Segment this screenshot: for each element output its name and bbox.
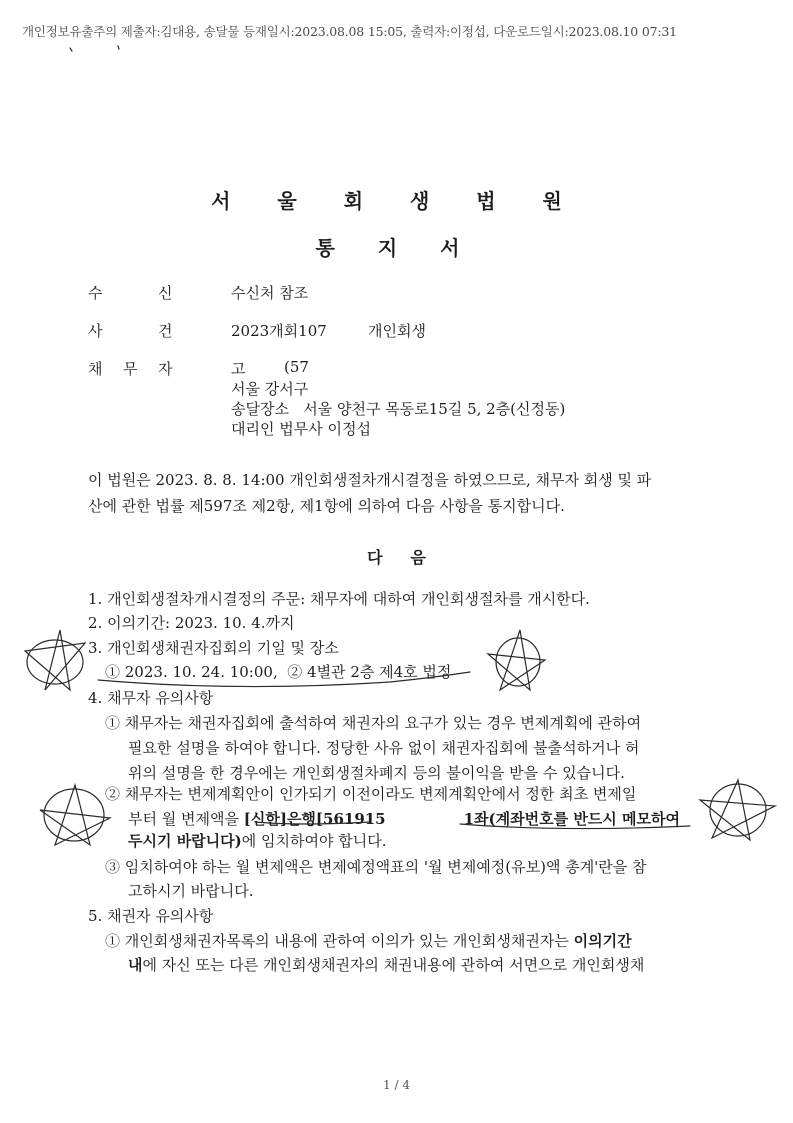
item-4-1-line-1: ① 채무자는 채권자집회에 출석하여 채권자의 요구가 있는 경우 변제계획에 관하여 bbox=[105, 714, 642, 732]
item-4-1-line-2: 필요한 설명을 하여야 합니다. 정당한 사유 없이 채권자집회에 불출석하거나 허 bbox=[128, 739, 640, 757]
item-3-detail: ① 2023. 10. 24. 10:00, ② 4별관 2층 제4호 법정 bbox=[105, 663, 452, 681]
item-4-3-line-1: ③ 임치하여야 하는 월 변제액은 변제예정액표의 '월 변제예정(유보)액 총계'란을 참 bbox=[105, 858, 647, 876]
item-4-3-line-2: 고하시기 바랍니다. bbox=[128, 882, 254, 900]
account-note-end: 두시기 바랍니다) bbox=[128, 832, 242, 850]
page-number: 1 / 4 bbox=[383, 1078, 410, 1092]
section-heading: 다 음 bbox=[367, 548, 426, 567]
star-mark-right bbox=[488, 630, 545, 690]
debtor-name: 고 bbox=[231, 360, 246, 378]
legal-agent: 대리인 법무사 이정섭 bbox=[231, 420, 371, 438]
item-4-2-line-2 bbox=[128, 808, 680, 829]
case-type: 개인회생 bbox=[368, 322, 426, 340]
item-2: 2. 이의기간: 2023. 10. 4.까지 bbox=[88, 614, 295, 632]
intro-line-2: 산에 관한 법률 제597조 제2항, 제1항에 의하여 다음 사항을 통지합니다. bbox=[88, 497, 565, 515]
recipient-value: 수신처 참조 bbox=[231, 284, 309, 302]
item-4-2-line-3-suffix: 에 임치하여야 합니다. bbox=[241, 832, 387, 850]
account-note: 1좌(계좌번호를 반드시 메모하여 bbox=[463, 810, 680, 828]
court-name: 서 울 회 생 법 원 bbox=[211, 189, 582, 213]
item-5: 5. 채권자 유의사항 bbox=[88, 907, 214, 925]
item-4-2-line-3 bbox=[128, 830, 386, 851]
star-mark-right-2 bbox=[700, 780, 775, 840]
item-4: 4. 채무자 유의사항 bbox=[88, 689, 214, 707]
item-1: 1. 개인회생절차개시결정의 주문: 채무자에 대하여 개인회생절차를 개시한다. bbox=[88, 590, 590, 608]
download-header: 개인정보유출주의 제출자:김대용, 송달물 등재일시:2023.08.08 15:05, 출력자:이정섭, 다운로드일시:2023.08.10 07:31 bbox=[22, 24, 677, 39]
star-mark-left-2 bbox=[40, 785, 110, 845]
objection-period-end: 내 bbox=[128, 956, 143, 974]
item-5-1-line-2-text: 에 자신 또는 다른 개인회생채권자의 채권내용에 관하여 서면으로 개인회생채 bbox=[142, 956, 645, 974]
item-4-2-line-2-prefix: 부터 월 변제액을 bbox=[128, 810, 244, 828]
debtor-address: 서울 강서구 bbox=[231, 380, 309, 398]
item-4-1-line-3: 위의 설명을 한 경우에는 개인회생절차폐지 등의 불이익을 받을 수 있습니다. bbox=[128, 764, 625, 782]
item-4-2-line-1: ② 채무자는 변제계획안이 인가되기 이전이라도 변제계획안에서 정한 최초 변제일 bbox=[105, 785, 637, 803]
document-title: 통 지 서 bbox=[315, 236, 478, 260]
item-5-1-line-2 bbox=[128, 954, 644, 975]
ink-speck bbox=[70, 48, 72, 51]
case-number: 2023개회107 bbox=[231, 322, 327, 340]
star-mark-left bbox=[25, 630, 85, 690]
ink-speck bbox=[118, 46, 119, 49]
item-5-1-line-1 bbox=[105, 930, 632, 951]
service-place: 송달장소 서울 양천구 목동로15길 5, 2층(신정동) bbox=[231, 400, 566, 418]
item-3: 3. 개인회생채권자집회의 기일 및 장소 bbox=[88, 639, 339, 657]
objection-period: 이의기간 bbox=[573, 932, 632, 950]
intro-line-1: 이 법원은 2023. 8. 8. 14:00 개인회생절차개시결정을 하였으므로, 채무자 회생 및 파 bbox=[88, 471, 652, 489]
item-5-1-line-1-text: ① 개인회생채권자목록의 내용에 관하여 이의가 있는 개인회생채권자는 bbox=[105, 932, 574, 950]
debtor-age: (57 bbox=[284, 358, 309, 376]
bank-account: [신한]은행[561915 bbox=[243, 810, 386, 828]
